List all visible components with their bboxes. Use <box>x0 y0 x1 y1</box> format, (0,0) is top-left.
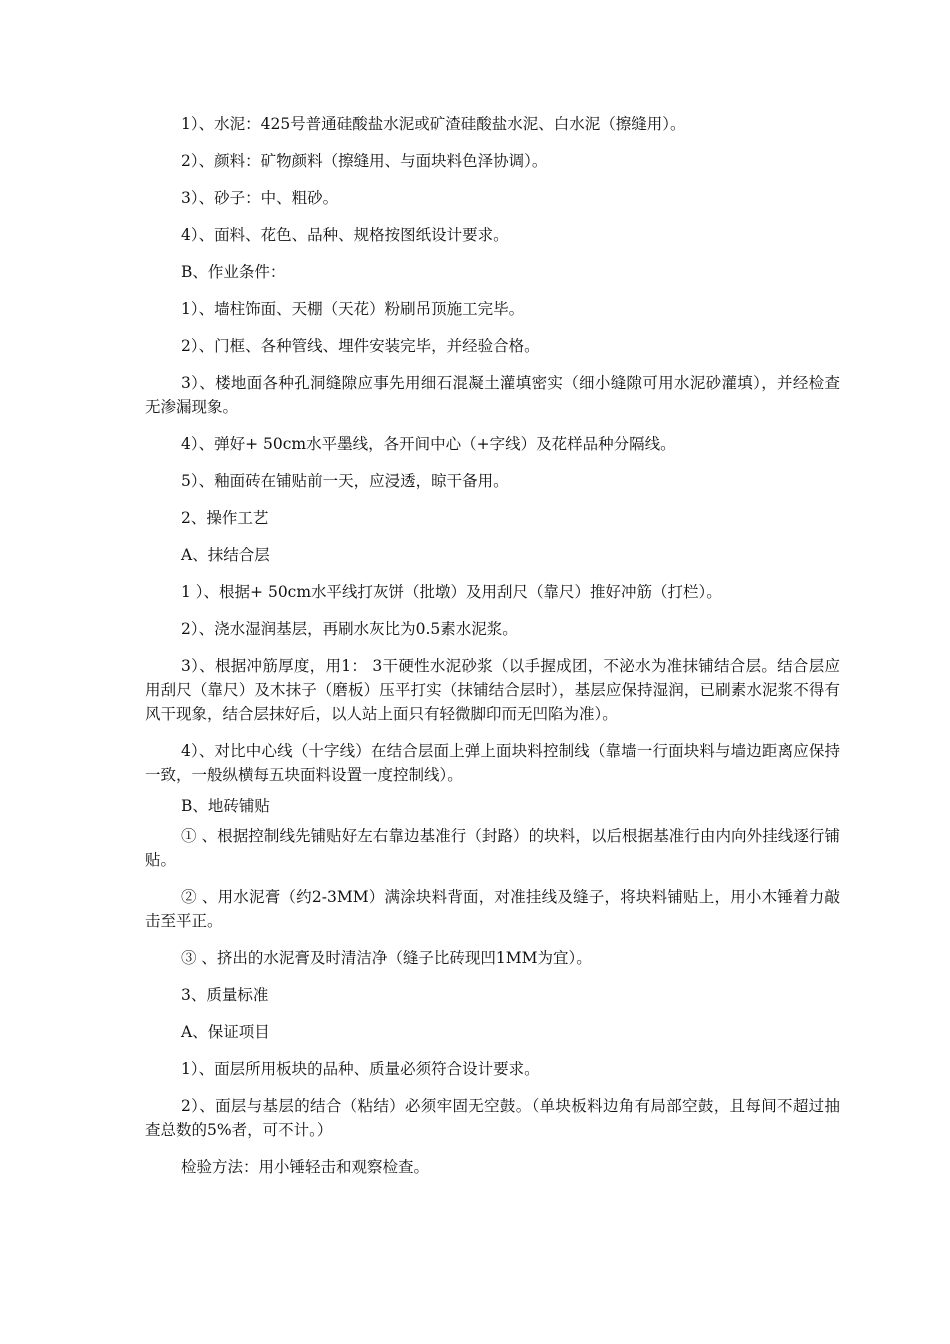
paragraph: ③ 、挤出的水泥膏及时清洁净（缝子比砖现凹1MM为宜）。 <box>181 949 592 967</box>
paragraph: 检验方法：用小锤轻击和观察检查。 <box>181 1158 430 1176</box>
document-page <box>145 112 840 1179</box>
paragraph: 3）、楼地面各种孔洞缝隙应事先用细石混凝土灌填密实（细小缝隙可用水泥砂灌填），并经检查无渗漏现象。 <box>145 374 840 416</box>
section-heading: 2、操作工艺 <box>181 509 269 527</box>
paragraph: 4）、弹好+ 50cm水平墨线，各开间中心（+字线）及花样品种分隔线。 <box>181 435 676 453</box>
paragraph: 1）、墙柱饰面、天棚（天花）粉刷吊顶施工完毕。 <box>181 300 525 318</box>
paragraph: 5）、釉面砖在铺贴前一天，应浸透，晾干备用。 <box>181 472 509 490</box>
paragraph: 1 ）、根据+ 50cm水平线打灰饼（批墩）及用刮尺（靠尺）推好冲筋（打栏）。 <box>181 583 722 601</box>
section-heading: A、保证项目 <box>181 1023 270 1041</box>
paragraph: 1）、面层所用板块的品种、质量必须符合设计要求。 <box>181 1060 540 1078</box>
section-heading: B、作业条件： <box>181 263 286 281</box>
paragraph: 3）、根据冲筋厚度，用1： 3干硬性水泥砂浆（以手握成团，不泌水为准抹铺结合层。结合层应用刮尺（靠尺）及木抹子（磨板）压平打实（抹铺结合层时），基层应保持湿润，已刷素水泥浆不得有风干现象，结合层抹好后，以人站上面只有轻微脚印而无凹陷为准）。 <box>145 657 840 723</box>
paragraph: 2）、浇水湿润基层，再刷水灰比为0.5素水泥浆。 <box>181 620 518 638</box>
section-heading: B、地砖铺贴 <box>181 797 270 815</box>
paragraph: ① 、根据控制线先铺贴好左右靠边基准行（封路）的块料，以后根据基准行由内向外挂线逐行铺贴。 <box>145 827 840 869</box>
paragraph: 2）、面层与基层的结合（粘结）必须牢固无空鼓。（单块板料边角有局部空鼓，且每间不超过抽查总数的5%者，可不计。） <box>145 1097 840 1139</box>
paragraph: ② 、用水泥膏（约2-3MM）满涂块料背面，对准挂线及缝子，将块料铺贴上，用小木锤着力敲击至平正。 <box>145 888 840 930</box>
paragraph: 1）、水泥：425号普通硅酸盐水泥或矿渣硅酸盐水泥、白水泥（擦缝用）。 <box>181 115 686 133</box>
section-heading: A、抹结合层 <box>181 546 270 564</box>
paragraph: 4）、面料、花色、品种、规格按图纸设计要求。 <box>181 226 509 244</box>
paragraph: 2）、颜料：矿物颜料（擦缝用、与面块料色泽协调）。 <box>181 152 548 170</box>
section-heading: 3、质量标准 <box>181 986 269 1004</box>
paragraph: 2）、门框、各种管线、埋件安装完毕，并经验合格。 <box>181 337 540 355</box>
paragraph: 4）、对比中心线（十字线）在结合层面上弹上面块料控制线（靠墙一行面块料与墙边距离应保持一致，一般纵横每五块面料设置一度控制线）。 <box>145 742 840 784</box>
paragraph: 3）、砂子：中、粗砂。 <box>181 189 339 207</box>
